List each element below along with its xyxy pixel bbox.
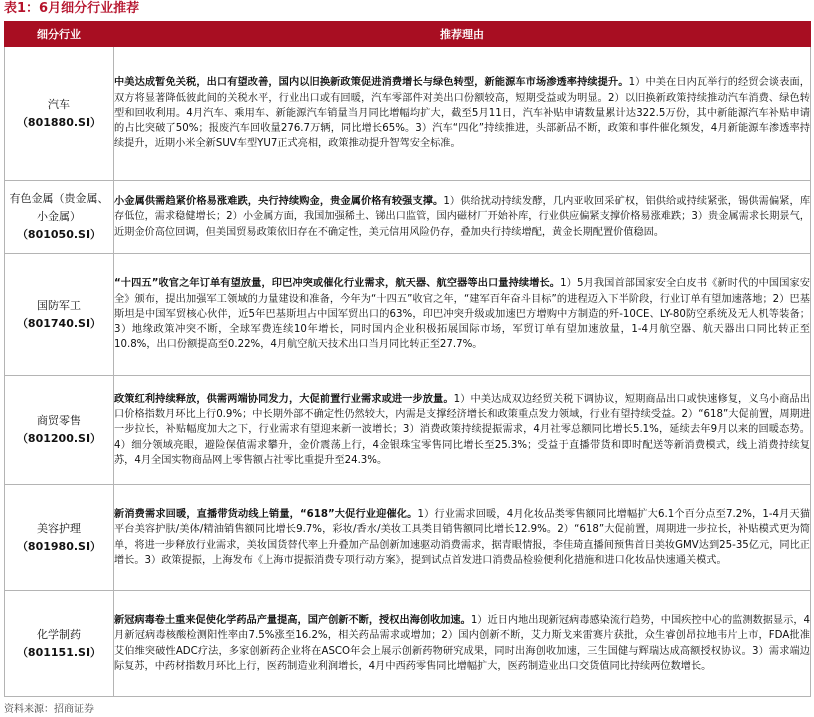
industry-code: （801880.SI） <box>16 115 102 129</box>
reason-cell <box>114 181 811 254</box>
source-note: 资料来源：招商证券 <box>4 704 94 715</box>
industry-cell <box>5 485 114 591</box>
table-title: 表1：6月细分行业推荐 <box>4 1 140 16</box>
industry-name: 有色金属（贵金属、小金属） <box>9 192 109 223</box>
industry-code: （801151.SI） <box>16 645 102 659</box>
reason-body: 1）中美达成双边经贸关税下调协议，短期商品出口或快速修复，义乌小商品出口价格指数月环比上行0.9%；中长期外部不确定性仍然较大，内需是支撑经济增长和政策重点发力领域，行业有望持续受益。2）“618”大促前置，周期进一步拉长，补贴幅度加大之下，行业需求有望迎来新一波增长；3）消费政策持续提振需求，4月社零总额同比增长5.1%，延续去年9月以来的回暖态势。4）细分领域亮眼，避险保值需求攀升，金价震荡上行，4金银珠宝零售同比增长至25.3%；受益于直播带货和即时配送等新消费模式，线上消费持续复苏，4月全国实物商品网上零售额占社零比重提升至24.3%。 <box>114 393 810 466</box>
table-row <box>5 181 811 254</box>
reason-headline: 政策红利持续释放，供需两端协同发力，大促前置行业需求或进一步放量。 <box>114 393 454 405</box>
table-row <box>5 485 811 591</box>
reason-cell <box>114 47 811 181</box>
industry-code: （801200.SI） <box>16 432 102 445</box>
reason-cell <box>114 254 811 376</box>
industry-code: （801740.SI） <box>16 316 102 330</box>
industry-name: 汽车 <box>48 97 70 111</box>
reason-headline: 中美达成暂免关税，出口有望改善，国内以旧换新政策促进消费增长与绿色转型，新能源车市场渗透率持续提升。 <box>114 77 629 89</box>
table-row <box>5 47 811 181</box>
industry-cell <box>5 591 114 697</box>
column-header-industry: 细分行业 <box>5 22 114 47</box>
table-row <box>5 254 811 376</box>
reason-body: 1）5月我国首部国家安全白皮书《新时代的中国国家安全》颁布，提出加强军工领域的力量建设和准备，今年为“十四五”收官之年，“建军百年奋斗目标”的进程迈入下半阶段，行业订单有望加速落地；2）巴基斯坦是中国军贸核心伙伴，近5年巴基斯坦占中国军贸出口的63%，印巴冲突升级或加速巴方增购中方制造的歼-10CE、LY-80防空系统及无人机等装备；3）地缘政策冲突不断，全球军费连续10年增长，同时国内企业积极拓展国际市场，军贸订单有望加速放量，1-4月航空器、航天器出口同比转正至10.8%，出口份额提高至0.22%，4月航空航天技术出口当月同比转正至27.7%。 <box>114 278 810 351</box>
table-row <box>5 376 811 485</box>
industry-cell <box>5 376 114 485</box>
reason-body: 1）行业需求回暖，4月化妆品类零售额同比增幅扩大6.1个百分点至7.2%，1-4月天猫平台美容护肤/美体/精油销售额同比增长9.7%，彩妆/香水/美妆工具类目销售额同比增长12.9%。2）“618”大促前置，周期进一步拉长，补贴模式更为简单，将进一步释放行业需求，美妆国货替代率上升叠加产品创新加速驱动消费需求，据青眼情报，李佳琦直播间预售首日美妆GMV达到25-35亿元，同比正增长。3）政策提振，上海发布《上海市提振消费专项行动方案》，提到试点首发进口消费品检验便利化措施和进口化妆品快速通关模式。 <box>114 509 810 566</box>
industry-cell <box>5 181 114 254</box>
industry-name: 美容护理 <box>37 521 81 535</box>
reason-body: 1）中美在日内瓦举行的经贸会谈表面，双方将显著降低彼此间的关税水平，行业出口或有回暖，汽车零部件对美出口份额较高，短期受益或为明显。2）以旧换新政策持续推动汽车消费、绿色转型和回收利用。4月汽车、乘用车、新能源汽车销量当月同比增幅均扩大，截至5月11日，汽车补贴申请数量累计达322.5万份，其中新能源汽车补贴申请的占比突破了50%；报废汽车回收量276.7万辆，同比增长65%。3）汽车“四化”持续推进，头部新品不断，政策和事件催化频发，4月新能源车渗透率持续提升，近期小米全新SUV车型YU7正式亮相，政策推动提升智驾安全标准。 <box>114 77 810 150</box>
industry-code: （801050.SI） <box>16 228 102 241</box>
industry-name: 商贸零售 <box>37 414 81 427</box>
industry-name: 国防军工 <box>37 298 81 312</box>
reason-headline: 新消费需求回暖，直播带货动线上销量，“618”大促行业迎催化。 <box>114 509 418 521</box>
industry-name: 化学制药 <box>37 627 81 641</box>
reason-headline: “十四五”收官之年订单有望放量，印巴冲突或催化行业需求，航天器、航空器等出口量持续增长。 <box>114 278 561 290</box>
table-row <box>5 591 811 697</box>
reason-body: 1）近日内地出现新冠病毒感染流行趋势，中国疾控中心的监测数据显示，4月新冠病毒核酸检测阳性率由7.5%涨至16.2%，相关药品需求或增加；2）国内创新不断，艾力斯戈来雷赛片获批，众生睿创昂拉地韦片上市，FDA批准艾伯维突破性ADC疗法，多家创新药企业将在ASCO年会上展示创新药物研究成果，同时出海创收加速，三生国健与辉瑞达成高额授权协议。3）需求端边际复苏，中药材指数月环比上行，医药制造业利润增长，4月中西药零售同比增幅扩大，医药制造业出口交货值同比持续两位数增长。 <box>114 615 811 672</box>
reason-body: 1）供给扰动持续发酵，几内亚收回采矿权，铝供给或持续紧张，锡供需偏紧，库存低位，需求稳健增长；2）小金属方面，我国加强稀土、锑出口监管，国内磁材厂开始补库，行业供应偏紧支撑价格易涨难跌；3）贵金属需求长期景气，近期金价高位回调，但美国贸易政策依旧存在不确定性，美元信用风险仍存，叠加央行持续增配，黄金长期配置价值稳固。 <box>114 196 811 238</box>
industry-cell <box>5 254 114 376</box>
reason-headline: 新冠病毒卷土重来促使化学药品产量提高，国产创新不断，授权出海创收加速。 <box>114 615 471 627</box>
reason-cell <box>114 485 811 591</box>
reason-cell <box>114 376 811 485</box>
reason-cell <box>114 591 811 697</box>
reason-headline: 小金属供需趋紧价格易涨难跌，央行持续购金，贵金属价格有较强支撑。 <box>114 196 444 208</box>
industry-cell <box>5 47 114 181</box>
industry-code: （801980.SI） <box>16 539 102 553</box>
table-header-row <box>5 22 811 47</box>
recommendation-table <box>4 21 811 697</box>
column-header-reason: 推荐理由 <box>114 22 811 47</box>
